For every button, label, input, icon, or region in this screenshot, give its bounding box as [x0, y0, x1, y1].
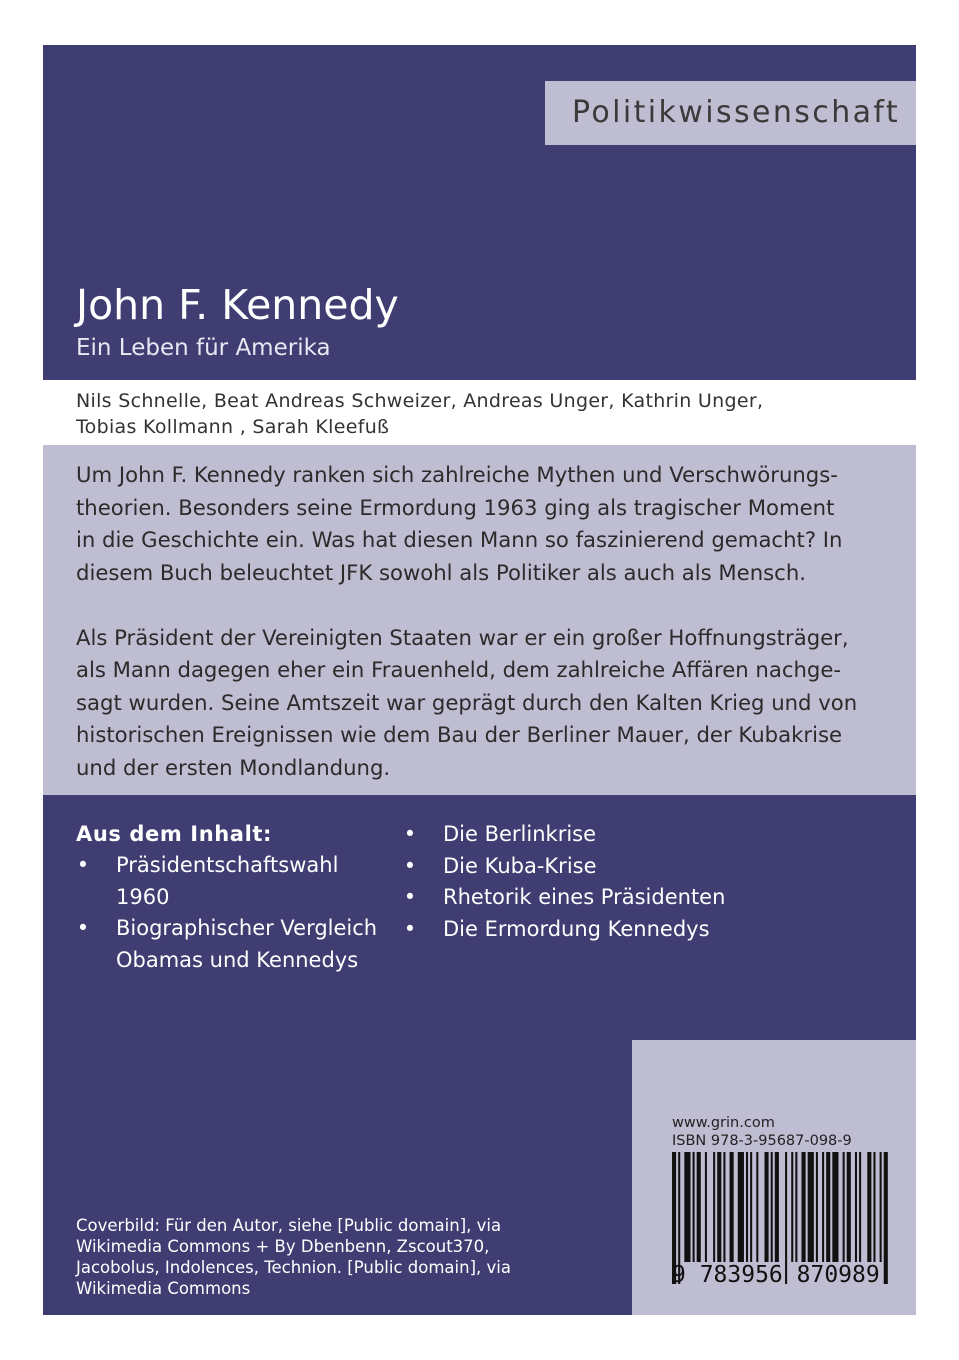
contents-item-text: Biographischer Vergleich	[116, 916, 378, 940]
contents-item-text: Präsidentschaftswahl	[116, 853, 339, 877]
bullet-icon: •	[403, 885, 417, 909]
paragraph-gap	[76, 589, 866, 622]
description-line: als Mann dagegen eher ein Frauenheld, dem zahlreiche Affären nachge-	[76, 657, 842, 682]
description-line: und der ersten Mondlandung.	[76, 754, 391, 780]
book-back-cover	[43, 45, 916, 1315]
bullet-icon: •	[76, 853, 90, 877]
author-line: Nils Schnelle, Beat Andreas Schweizer, Andreas Unger, Kathrin Unger,	[76, 390, 764, 412]
contents-item-text: 1960	[116, 884, 170, 909]
credit-line: Coverbild: Für den Autor, siehe [Public domain], via	[76, 1216, 502, 1235]
contents-item-text: Die Berlinkrise	[443, 822, 597, 846]
description-text	[76, 459, 866, 784]
author-list	[76, 388, 906, 440]
publisher-url: www.grin.com	[672, 1115, 775, 1131]
bullet-icon: •	[76, 916, 90, 940]
contents-item	[403, 882, 823, 914]
credit-line: Jacobolus, Indolences, Technion. [Public domain], via	[76, 1258, 511, 1277]
book-subtitle: Ein Leben für Amerika	[76, 335, 331, 361]
barcode-digits: 9 783956 870989	[672, 1262, 880, 1288]
description-panel	[43, 445, 916, 795]
category-label: Politikwissenschaft	[545, 81, 916, 145]
contents-item	[403, 914, 823, 946]
description-line: sagt wurden. Seine Amtszeit war geprägt durch den Kalten Krieg und von	[76, 689, 858, 715]
barcode-panel	[632, 1040, 916, 1315]
isbn-number: ISBN 978-3-95687-098-9	[672, 1133, 852, 1149]
contents-right-column	[403, 819, 823, 945]
description-line: in die Geschichte ein. Was hat diesen Mann so faszinierend gemacht? In	[76, 527, 843, 552]
description-line: historischen Ereignissen wie dem Bau der Berliner Mauer, der Kubakrise	[76, 722, 843, 747]
description-line: Um John F. Kennedy ranken sich zahlreiche Mythen und Verschwörungs-	[76, 462, 838, 487]
book-title: John F. Kennedy	[76, 281, 399, 329]
contents-item	[403, 851, 823, 883]
contents-item-text: Obamas und Kennedys	[116, 947, 359, 972]
description-line: diesem Buch beleuchtet JFK sowohl als Politiker als auch als Mensch.	[76, 559, 806, 585]
contents-item-text: Die Kuba-Krise	[443, 853, 597, 878]
author-line: Tobias Kollmann , Sarah Kleefuß	[76, 416, 390, 438]
cover-image-credit	[76, 1215, 511, 1299]
bullet-icon: •	[403, 853, 417, 878]
contents-item-text: Rhetorik eines Präsidenten	[443, 885, 726, 909]
contents-item-text: Die Ermordung Kennedys	[443, 916, 710, 941]
contents-item	[76, 913, 396, 976]
description-line: Als Präsident der Vereinigten Staaten war er ein großer Hoffnungsträger,	[76, 624, 849, 650]
bullet-icon: •	[403, 916, 417, 941]
contents-item	[76, 850, 396, 913]
contents-heading: Aus dem Inhalt:	[76, 822, 273, 846]
contents-left-column	[76, 850, 396, 976]
credit-line: Wikimedia Commons + By Dbenbenn, Zscout370,	[76, 1237, 490, 1256]
header-panel	[43, 45, 916, 380]
description-line: theorien. Besonders seine Ermordung 1963 ging als tragischer Moment	[76, 494, 835, 520]
credit-line: Wikimedia Commons	[76, 1279, 251, 1298]
contents-item	[403, 819, 823, 851]
bullet-icon: •	[403, 822, 417, 846]
